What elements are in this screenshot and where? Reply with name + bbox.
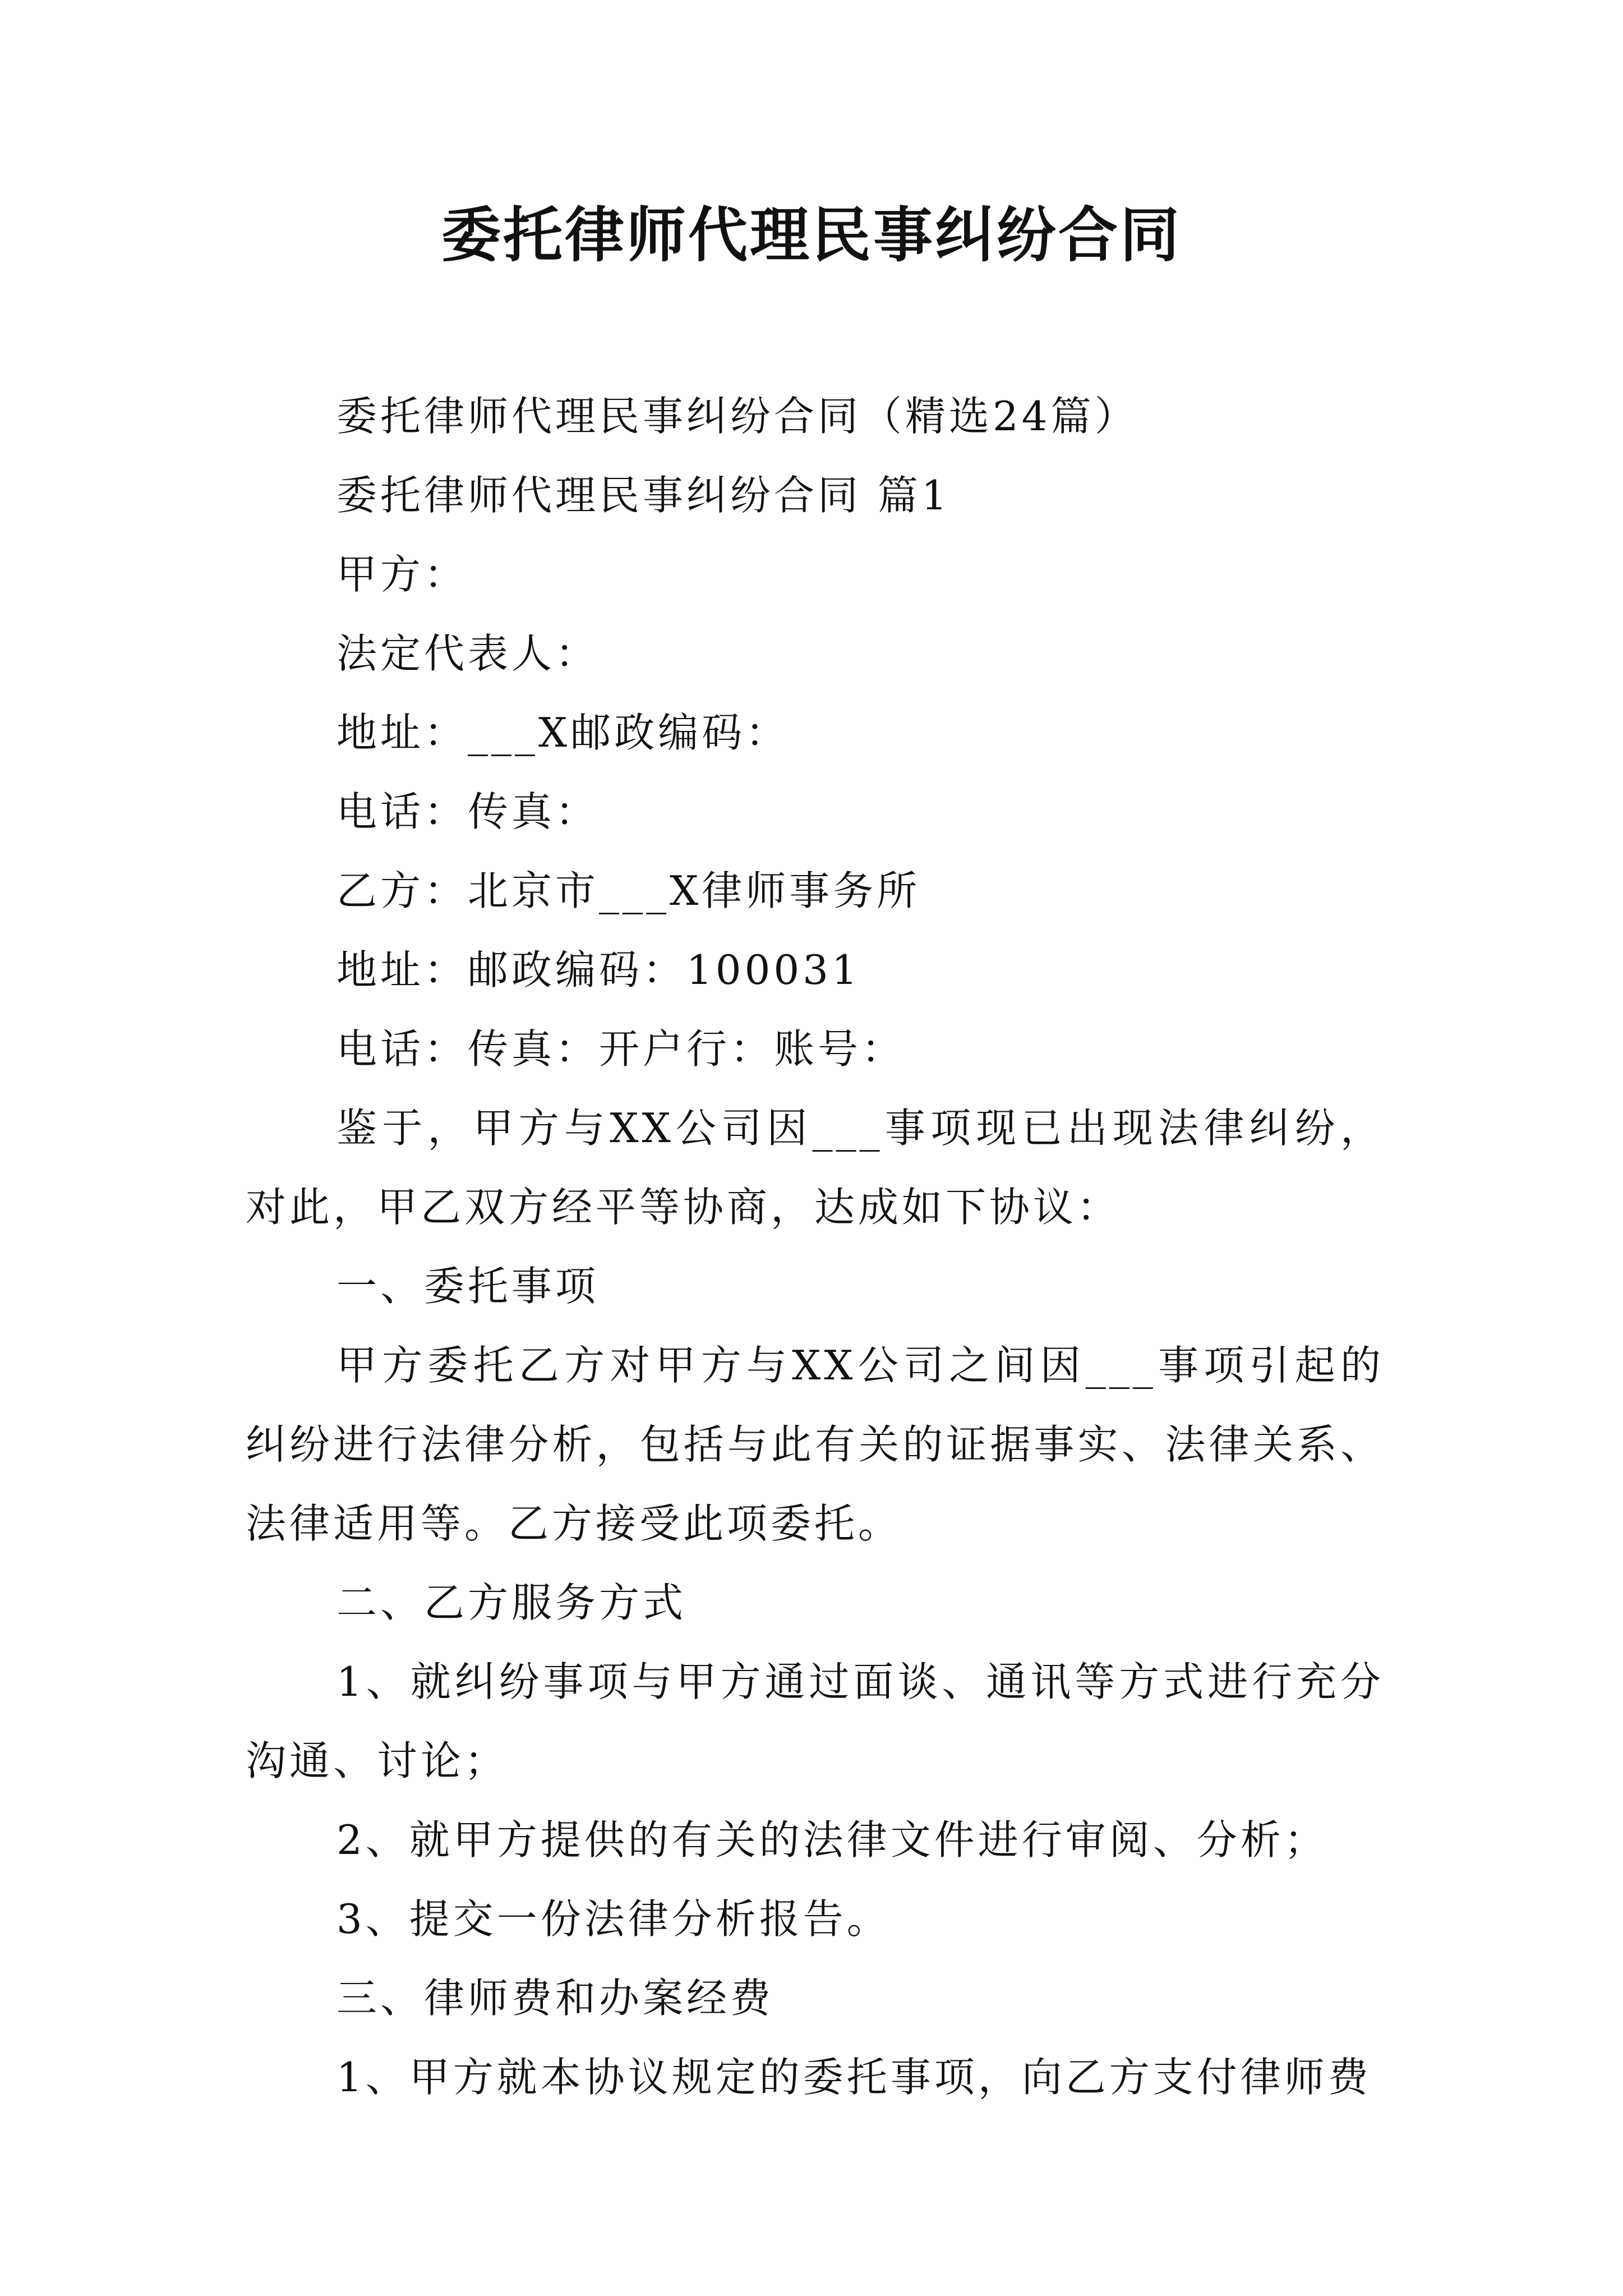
paragraph-heading-3: 三、律师费和办案经费 xyxy=(336,1975,774,2022)
paragraph-service-3: 3、提交一份法律分析报告。 xyxy=(336,1895,891,1943)
paragraph-fee-1: 1、甲方就本协议规定的委托事项，向乙方支付律师费 xyxy=(336,2054,1372,2101)
document-title: 委托律师代理民事纠纷合同 xyxy=(441,201,1182,270)
paragraph-section-heading: 委托律师代理民事纠纷合同 篇1 xyxy=(336,472,951,519)
paragraph-party-a: 甲方： xyxy=(336,551,468,598)
paragraph-address-a: 地址：___X邮政编码： xyxy=(336,709,790,756)
paragraph-legal-representative: 法定代表人： xyxy=(336,630,600,677)
paragraph-whereas: 鉴于，甲方与XX公司因___事项现已出现法律纠纷，对此，甲乙双方经平等协商，达成如下协议： xyxy=(246,1105,1384,1231)
document-body xyxy=(246,377,1384,2117)
paragraph-service-2: 2、就甲方提供的有关的法律文件进行审阅、分析； xyxy=(336,1816,1328,1864)
paragraph-service-1: 1、就纠纷事项与甲方通过面谈、通讯等方式进行充分沟通、讨论； xyxy=(246,1658,1384,1784)
paragraph-phone-b: 电话：传真：开户行：账号： xyxy=(336,1025,906,1073)
paragraph-entrustment: 甲方委托乙方对甲方与XX公司之间因___事项引起的纠纷进行法律分析，包括与此有关的证据事实、法律关系、法律适用等。乙方接受此项委托。 xyxy=(246,1342,1384,1547)
paragraph-subtitle: 委托律师代理民事纠纷合同（精选24篇） xyxy=(336,393,1138,440)
paragraph-heading-2: 二、乙方服务方式 xyxy=(336,1579,687,1626)
paragraph-phone-a: 电话：传真： xyxy=(336,788,600,835)
paragraph-address-b: 地址：邮政编码：100031 xyxy=(336,946,861,993)
paragraph-heading-1: 一、委托事项 xyxy=(336,1263,600,1310)
paragraph-party-b: 乙方：北京市___X律师事务所 xyxy=(336,867,921,914)
